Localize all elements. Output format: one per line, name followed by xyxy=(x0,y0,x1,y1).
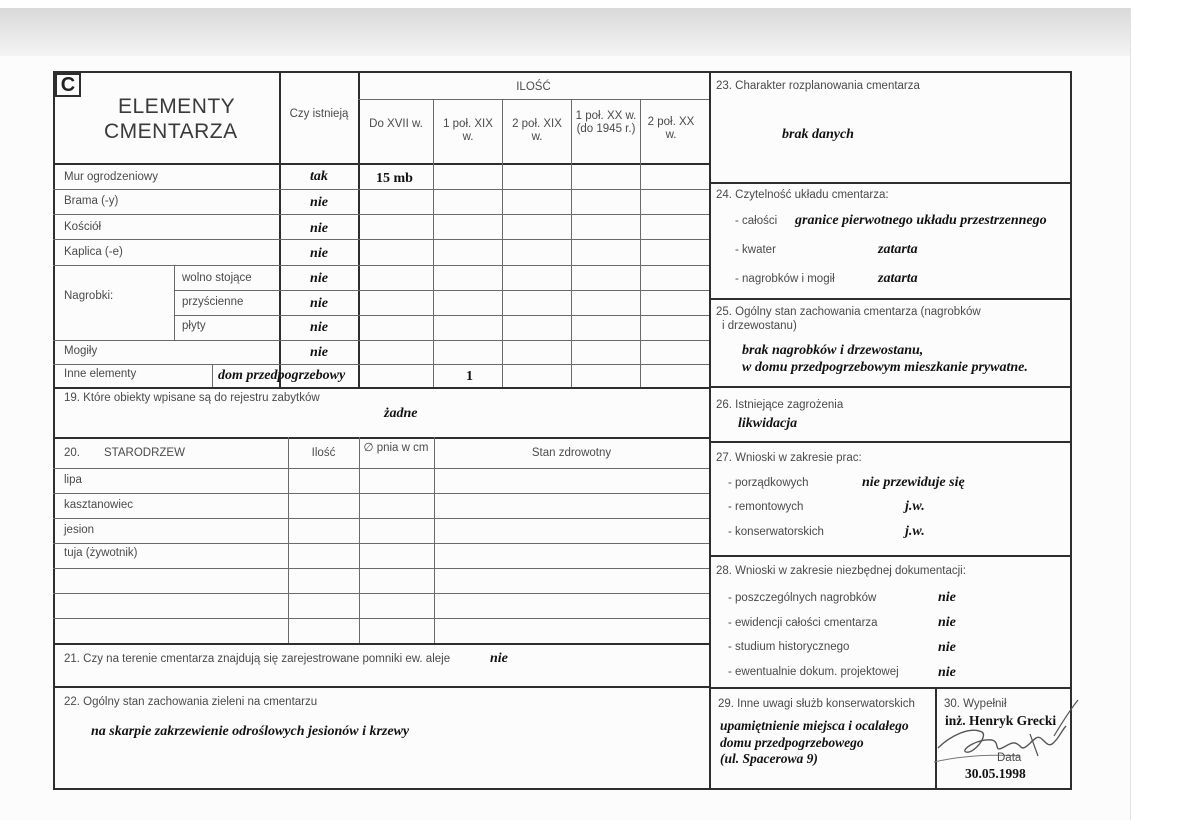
s19-label: 19. Które obiekty wpisane są do rejestru zabytków xyxy=(64,392,320,404)
title-line2: CMENTARZA xyxy=(104,120,238,143)
row-brama-value: nie xyxy=(310,195,328,210)
row-line xyxy=(53,189,709,190)
s30-date: 30.05.1998 xyxy=(965,766,1026,781)
hdr-col-4: 1 poł. XX w. (do 1945 r.) xyxy=(575,110,637,136)
s20-title: STARODRZEW xyxy=(104,447,185,459)
tree-3: jesion xyxy=(64,524,95,536)
col-line-4 xyxy=(640,99,641,387)
s24-item2-value: zatarta xyxy=(878,242,918,257)
col-line xyxy=(288,437,289,643)
divider-25-bottom xyxy=(709,386,1072,388)
s25-label2: i drzewostanu) xyxy=(722,320,797,332)
divider-26-bottom xyxy=(709,441,1072,443)
s24-item1-value: granice pierwotnego układu przestrzennego xyxy=(795,213,1047,228)
s27-item2-value: j.w. xyxy=(905,499,925,514)
s29-value2: domu przedpogrzebowego xyxy=(720,735,864,750)
s29-value3: (ul. Spacerowa 9) xyxy=(720,751,818,766)
col-line xyxy=(359,437,360,643)
s25-value1: brak nagrobków i drzewostanu, xyxy=(742,343,924,358)
s20-col-pnia: ∅ pnia w cm xyxy=(363,442,429,454)
row-line xyxy=(53,493,709,494)
s19-value: żadne xyxy=(384,406,418,421)
row-mogily-label: Mogiły xyxy=(64,345,98,357)
row-kosciol-label: Kościół xyxy=(64,221,102,233)
row-inne-value: dom przedpogrzebowy xyxy=(218,368,346,383)
s21-value: nie xyxy=(490,651,508,666)
s27-item3-label: - konserwatorskich xyxy=(728,526,824,538)
s23-value: brak danych xyxy=(782,127,854,142)
s25-value2: w domu przedpogrzebowym mieszkanie prywatne. xyxy=(742,360,1028,375)
scan-shadow xyxy=(0,8,1130,56)
s29-value1: upamiętnienie miejsca i ocalałego xyxy=(720,718,909,733)
s24-item2-label: - kwater xyxy=(735,244,776,256)
s24-item1-label: - całości xyxy=(735,215,778,227)
s27-item1-label: - porządkowych xyxy=(728,477,809,489)
row-przyscienne-value: nie xyxy=(310,296,328,311)
s24-item3-label: - nagrobków i mogił xyxy=(735,273,835,285)
col-line-1 xyxy=(433,99,434,387)
row-line xyxy=(53,543,709,544)
row-line xyxy=(53,239,709,240)
row-line xyxy=(53,214,709,215)
hdr-col-1: Do XVII w. xyxy=(369,118,423,130)
hdr-col-3: 2 poł. XIX w. xyxy=(512,118,562,144)
row-przyscienne-label: przyścienne xyxy=(182,296,244,308)
s22-value: na skarpie zakrzewienie odroślowych jesionów i krzewy xyxy=(91,724,410,739)
row-wolno-value: nie xyxy=(310,271,328,286)
divider-19-bottom xyxy=(53,437,709,439)
hdr-ilosc: ILOŚĆ xyxy=(516,81,551,93)
row-line xyxy=(53,364,709,365)
s28-item4-label: - ewentualnie dokum. projektowej xyxy=(728,666,899,678)
s22-label: 22. Ogólny stan zachowania zieleni na cmentarzu xyxy=(64,696,318,708)
row-mur-label: Mur ogrodzeniowy xyxy=(64,171,158,183)
row-mur-value: tak xyxy=(310,169,328,184)
s30-date-label: Data xyxy=(997,752,1022,764)
s27-item3-value: j.w. xyxy=(905,524,925,539)
divider-24-bottom xyxy=(709,298,1072,300)
divider-23-bottom xyxy=(709,182,1072,184)
s27-item2-label: - remontowych xyxy=(728,501,804,513)
s25-label1: 25. Ogólny stan zachowania cmentarza (nagrobków xyxy=(716,306,981,318)
s24-label: 24. Czytelność układu cmentarza: xyxy=(716,189,889,201)
row-line xyxy=(53,340,709,341)
s21-label: 21. Czy na terenie cmentarza znajdują się zarejestrowane pomniki ew. aleje xyxy=(64,653,451,665)
col-line-nagrobki xyxy=(174,265,175,340)
s28-item3-value: nie xyxy=(938,640,956,655)
s28-item1-value: nie xyxy=(938,590,956,605)
hdr-col-5: 2 poł. XX w. xyxy=(647,116,695,142)
title-line1: ELEMENTY xyxy=(118,95,236,118)
row-kaplica-value: nie xyxy=(310,246,328,261)
s27-label: 27. Wnioski w zakresie prac: xyxy=(716,452,862,464)
row-line xyxy=(174,290,709,291)
row-inne-label: Inne elementy xyxy=(64,368,137,380)
row-plyty-label: płyty xyxy=(182,320,206,332)
row-line xyxy=(53,618,709,619)
col-line-inne xyxy=(212,364,213,387)
divider-left-right xyxy=(709,71,711,790)
col-line xyxy=(434,437,435,643)
s29-label: 29. Inne uwagi służb konserwatorskich xyxy=(718,698,915,710)
row-brama-label: Brama (-y) xyxy=(64,195,119,207)
tree-1: lipa xyxy=(64,474,82,486)
row-kaplica-label: Kaplica (-e) xyxy=(64,246,123,258)
row-inne-count: 1 xyxy=(466,369,473,384)
row-line xyxy=(53,265,709,266)
divider-27-bottom xyxy=(709,555,1072,557)
col-line-3 xyxy=(571,99,572,387)
s30-label: 30. Wypełnił xyxy=(944,698,1007,710)
divider-21-bottom xyxy=(53,686,709,688)
divider-28-bottom xyxy=(709,687,1072,689)
row-nagrobki-label: Nagrobki: xyxy=(64,290,114,302)
row-mur-count: 15 mb xyxy=(376,171,413,186)
row-line xyxy=(174,315,709,316)
s28-item2-value: nie xyxy=(938,615,956,630)
row-plyty-value: nie xyxy=(310,320,328,335)
s24-item3-value: zatarta xyxy=(878,271,918,286)
divider-header xyxy=(53,163,709,165)
s27-item1-value: nie przewiduje się xyxy=(862,475,965,490)
row-line xyxy=(53,568,709,569)
s20-num: 20. xyxy=(64,447,80,459)
tree-2: kasztanowiec xyxy=(64,499,134,511)
s28-item2-label: - ewidencji całości cmentarza xyxy=(728,617,878,629)
col-line-2 xyxy=(502,99,503,387)
s28-item3-label: - studium historycznego xyxy=(728,641,850,653)
section-letter-box: C xyxy=(55,73,81,97)
row-kosciol-value: nie xyxy=(310,221,328,236)
s23-label: 23. Charakter rozplanowania cmentarza xyxy=(716,80,920,92)
hdr-czy: Czy istnieją xyxy=(289,108,349,120)
divider-elements-bottom xyxy=(53,387,709,389)
divider-20-bottom xyxy=(53,643,709,645)
row-line xyxy=(53,468,709,469)
s20-col-ilosc: Ilość xyxy=(311,447,336,459)
row-line xyxy=(53,593,709,594)
row-wolno-label: wolno stojące xyxy=(182,272,252,284)
s28-item4-value: nie xyxy=(938,665,956,680)
s28-label: 28. Wnioski w zakresie niezbędnej dokumentacji: xyxy=(716,565,966,577)
tree-4: tuja (żywotnik) xyxy=(64,547,138,559)
s28-item1-label: - poszczególnych nagrobków xyxy=(728,592,877,604)
ilosc-underline xyxy=(358,99,709,100)
s20-col-stan: Stan zdrowotny xyxy=(531,447,612,459)
row-mogily-value: nie xyxy=(310,345,328,360)
s26-label: 26. Istniejące zagrożenia xyxy=(716,399,844,411)
s30-name: inż. Henryk Grecki xyxy=(945,713,1057,728)
row-line xyxy=(53,518,709,519)
hdr-col-2: 1 poł. XIX w. xyxy=(443,118,493,144)
s26-value: likwidacja xyxy=(738,416,798,431)
form-frame xyxy=(53,71,1072,790)
